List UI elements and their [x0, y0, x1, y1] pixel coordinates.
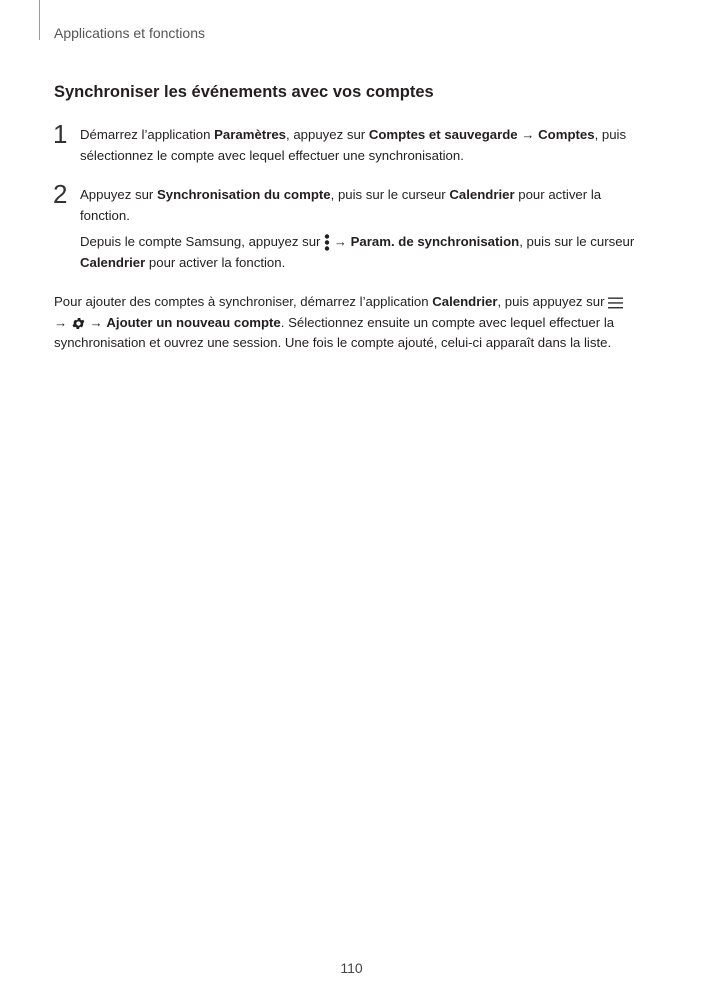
step-1-text: Démarrez l’application Paramètres, appuyez sur Comptes et sauvegarde → Comptes, puis sélectionnez le compte avec lequel effectuer une synchronisation.: [80, 127, 627, 163]
calendar-app-name: Calendrier: [432, 294, 498, 309]
step-1-number: 1: [53, 119, 68, 149]
account-sync-option: Synchronisation du compte: [156, 187, 331, 202]
page-number: 110: [340, 960, 363, 976]
accounts-backup-option: Comptes et sauvegarde: [368, 127, 518, 142]
section-header: Applications et fonctions: [54, 25, 205, 41]
accounts-option: Comptes: [538, 127, 595, 142]
settings-app-name: Paramètres: [214, 127, 286, 142]
add-new-account-option: Ajouter un nouveau compte: [106, 314, 281, 330]
step-2-text: Appuyez sur Synchronisation du compte, puis sur le curseur Calendrier pour activer la fonction.: [80, 187, 602, 223]
page-title: Synchroniser les événements avec vos comptes: [54, 83, 434, 101]
settings-gear-icon: [71, 316, 86, 331]
step-2-subtext: Depuis le compte Samsung, appuyez sur → Param. de synchronisation, puis sur le curseur Calendrier pour activer la fonction.: [80, 234, 635, 270]
calendar-switch-label-2: Calendrier: [80, 254, 146, 270]
add-account-paragraph: Pour ajouter des comptes à synchroniser, démarrez l’application Calendrier, puis appuyez sur → → Ajouter un nouveau compte. Sélectionnez ensuite un compte avec lequel effectuer la synchronisation et ouvrez une session. Une fois le compte ajouté, celui-ci apparaît dans la liste.: [54, 292, 629, 354]
calendar-switch-label: Calendrier: [449, 187, 515, 202]
sync-settings-option: Param. de synchronisation: [350, 234, 520, 249]
margin-rule: [39, 0, 40, 40]
menu-icon: [608, 297, 623, 309]
step-2-number: 2: [53, 179, 68, 209]
